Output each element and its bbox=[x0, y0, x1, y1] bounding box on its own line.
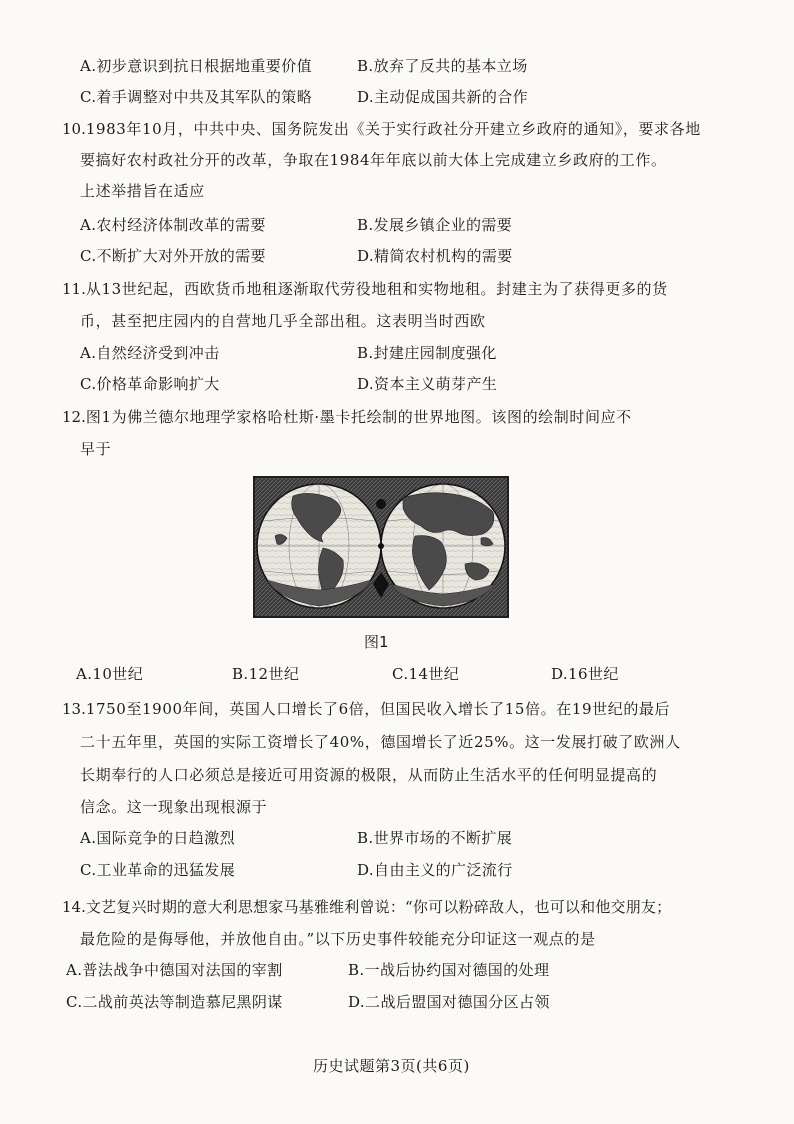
q9-option-c: C.着手调整对中共及其军队的策略 bbox=[80, 88, 313, 106]
q14-number: 14. bbox=[62, 898, 86, 916]
q12-option-c: C.14世纪 bbox=[392, 665, 460, 683]
q13-number: 13. bbox=[62, 700, 86, 718]
q10-stem-text-1: 1983年10月，中共中央、国务院发出《关于实行政社分开建立乡政府的通知》，要求各地 bbox=[85, 120, 701, 138]
q12-stem-line-1 bbox=[62, 407, 632, 427]
q14-option-b: B.一战后协约国对德国的处理 bbox=[348, 961, 550, 979]
q12-number: 12. bbox=[62, 408, 86, 426]
q11-options-row-1 bbox=[80, 343, 720, 365]
mercator-world-map-image bbox=[253, 476, 509, 618]
figure-caption: 图1 bbox=[364, 633, 389, 651]
q12-option-a: A.10世纪 bbox=[76, 665, 144, 683]
q9-option-a: A.初步意识到抗日根据地重要价值 bbox=[80, 57, 313, 75]
q14-options-row-2 bbox=[66, 992, 716, 1014]
q10-options-row-2 bbox=[80, 246, 720, 268]
world-map-figure bbox=[253, 476, 509, 618]
q9-options-row-2 bbox=[80, 87, 720, 109]
q14-option-c: C.二战前英法等制造慕尼黑阴谋 bbox=[66, 993, 283, 1011]
q13-option-a: A.国际竞争的日趋激烈 bbox=[80, 829, 236, 847]
q12-option-d: D.16世纪 bbox=[551, 665, 619, 683]
q13-option-c: C.工业革命的迅猛发展 bbox=[80, 861, 236, 879]
q11-option-d: D.资本主义萌芽产生 bbox=[357, 375, 498, 393]
q11-stem-line-1 bbox=[62, 279, 668, 299]
q14-option-a: A.普法战争中德国对法国的宰割 bbox=[66, 961, 283, 979]
q10-number: 10. bbox=[62, 120, 86, 138]
q10-option-d: D.精简农村机构的需要 bbox=[357, 247, 513, 265]
q14-stem-line-2: 最危险的是侮辱他，并放他自由。”以下历史事件较能充分印证这一观点的是 bbox=[80, 930, 596, 948]
q13-stem-line-4: 信念。这一现象出现根源于 bbox=[80, 798, 268, 816]
q13-stem-line-1 bbox=[62, 699, 670, 719]
q13-stem-line-2: 二十五年里，英国的实际工资增长了40%，德国增长了近25%。这一发展打破了欧洲人 bbox=[80, 733, 681, 751]
q13-stem-text-1: 1750至1900年间，英国人口增长了6倍，但国民收入增长了15倍。在19世纪的最后 bbox=[85, 700, 671, 718]
q10-option-b: B.发展乡镇企业的需要 bbox=[357, 216, 513, 234]
q9-option-d: D.主动促成国共新的合作 bbox=[357, 88, 529, 106]
q12-option-b: B.12世纪 bbox=[232, 665, 300, 683]
q13-stem-line-3: 长期奉行的人口必须总是接近可用资源的极限，从而防止生活水平的任何明显提高的 bbox=[80, 766, 658, 784]
q14-stem-line-1 bbox=[62, 897, 671, 917]
q11-stem-text-1: 从13世纪起，西欧货币地租逐渐取代劳役地租和实物地租。封建主为了获得更多的货 bbox=[85, 280, 668, 298]
q13-option-d: D.自由主义的广泛流行 bbox=[357, 861, 513, 879]
q10-option-a: A.农村经济体制改革的需要 bbox=[80, 216, 266, 234]
q12-options-row bbox=[76, 664, 676, 686]
q10-stem-line-1 bbox=[62, 119, 701, 139]
q14-options-row-1 bbox=[66, 960, 716, 982]
q12-stem-line-2: 早于 bbox=[80, 440, 112, 458]
q11-options-row-2 bbox=[80, 374, 720, 396]
q10-stem-line-3: 上述举措旨在适应 bbox=[80, 182, 205, 200]
q13-option-b: B.世界市场的不断扩展 bbox=[357, 829, 513, 847]
q11-stem-line-2: 币，甚至把庄园内的自营地几乎全部出租。这表明当时西欧 bbox=[80, 312, 486, 330]
page-footer: 历史试题第3页(共6页) bbox=[313, 1057, 470, 1075]
q9-option-b: B.放弃了反共的基本立场 bbox=[357, 57, 528, 75]
q13-options-row-2 bbox=[80, 860, 720, 882]
q11-option-b: B.封建庄园制度强化 bbox=[357, 344, 497, 362]
q12-stem-text-1: 图1为佛兰德尔地理学家格哈杜斯·墨卡托绘制的世界地图。该图的绘制时间应不 bbox=[85, 408, 632, 426]
q9-options-row-1 bbox=[80, 56, 720, 78]
q14-stem-text-1: 文艺复兴时期的意大利思想家马基雅维利曾说：“你可以粉碎敌人，也可以和他交朋友； bbox=[85, 898, 672, 916]
q11-option-a: A.自然经济受到冲击 bbox=[80, 344, 220, 362]
q11-option-c: C.价格革命影响扩大 bbox=[80, 375, 220, 393]
q10-options-row-1 bbox=[80, 215, 720, 237]
q10-option-c: C.不断扩大对外开放的需要 bbox=[80, 247, 266, 265]
q11-number: 11. bbox=[62, 280, 86, 298]
q14-option-d: D.二战后盟国对德国分区占领 bbox=[348, 993, 550, 1011]
q13-options-row-1 bbox=[80, 828, 720, 850]
q10-stem-line-2: 要搞好农村政社分开的改革，争取在1984年年底以前大体上完成建立乡政府的工作。 bbox=[80, 151, 667, 169]
